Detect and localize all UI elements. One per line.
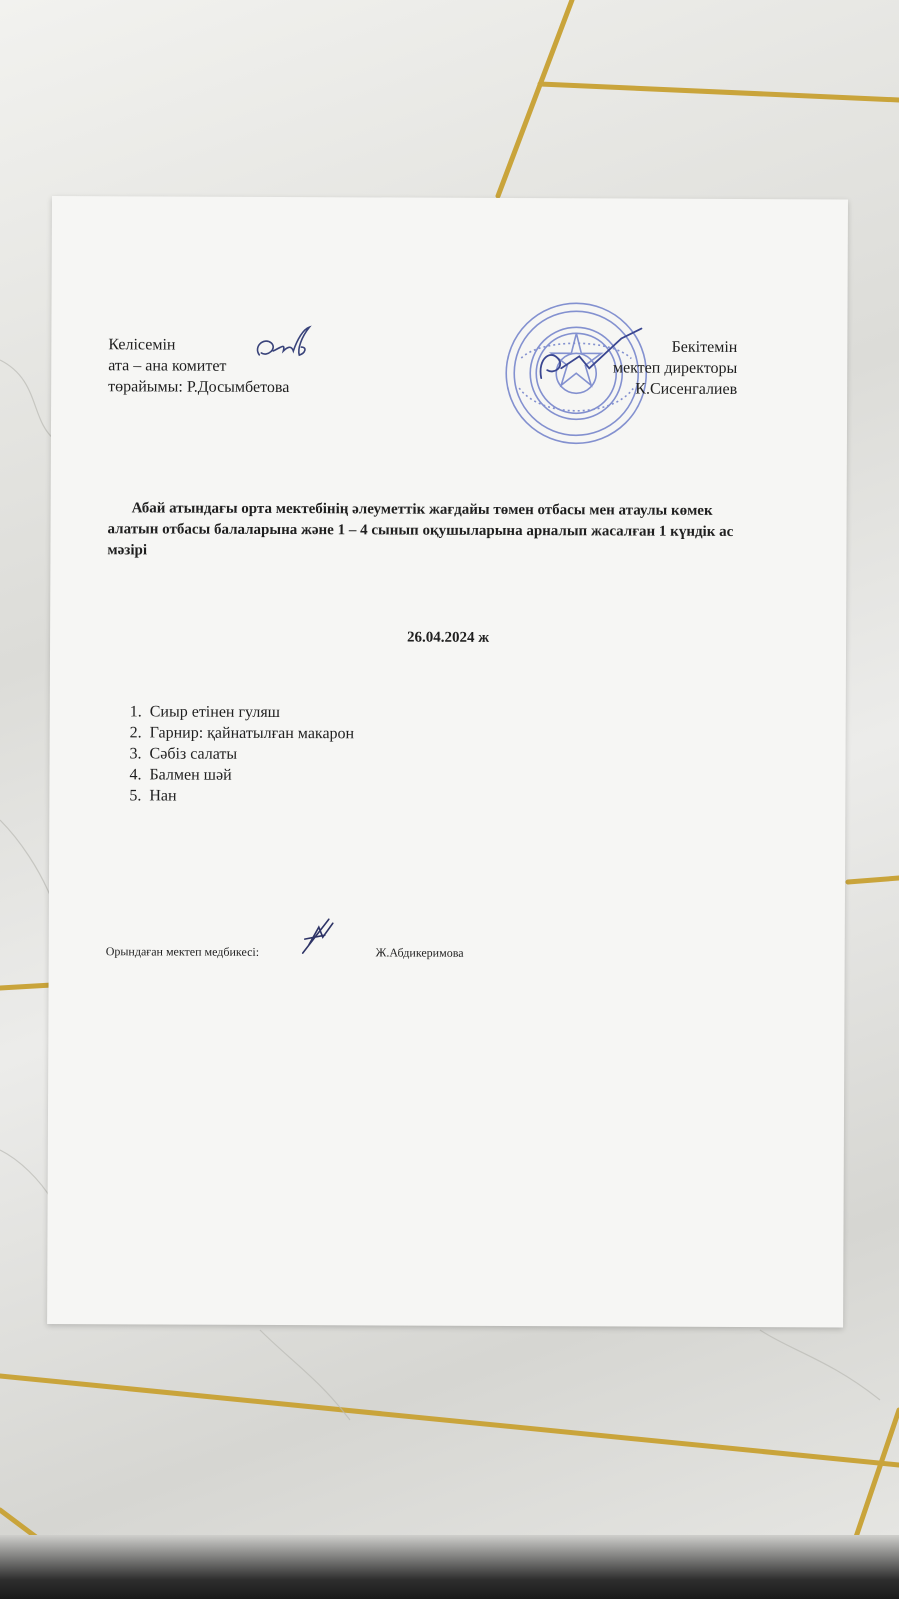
menu-list [129,701,354,807]
approval-right-line2: мектеп директоры [612,359,738,377]
list-item-text: Нан [149,787,177,805]
list-item-number: 1. [129,703,142,721]
approval-right-line3: К.Сисенгалиев [635,380,738,398]
list-item-text: Сәбіз салаты [149,745,238,763]
approval-left-line1: Келісемін [108,336,176,354]
approval-left-line2: ата – ана комитет [108,357,227,375]
list-item-number: 5. [129,787,142,805]
list-item-text: Балмен шәй [149,766,232,784]
approval-right-line1: Бекітемін [671,338,738,356]
list-item [129,764,354,786]
document-page [47,196,848,1327]
nurse-signature [299,915,339,957]
approval-right-block [613,336,738,400]
list-item [129,785,354,807]
list-item-number: 2. [129,724,142,742]
dark-floor-edge [0,1535,899,1599]
menu-title: Абай атындағы орта мектебінің әлеуметтік жағдайы төмен отбасы мен атаулы көмек алатын отбасы балаларына және 1 – 4 сынып оқушыларына арналып жасалған 1 күндік ас мәзірі [107,500,734,559]
list-item-text: Гарнир: қайнатылған макарон [149,724,355,743]
list-item [130,722,355,744]
list-item [130,743,355,765]
nurse-name: Ж.Абдикеримова [375,945,464,960]
committee-signature [251,325,321,367]
list-item-text: Сиыр етінен гуляш [149,703,281,721]
list-item [130,701,355,723]
menu-date: 26.04.2024 ж [406,629,490,646]
approval-left-line3: төрайымы: Р.Досымбетова [108,378,290,397]
list-item-number: 4. [129,766,142,784]
list-item-number: 3. [129,745,142,763]
nurse-label: Орындаған мектеп медбикесі: [105,944,260,959]
